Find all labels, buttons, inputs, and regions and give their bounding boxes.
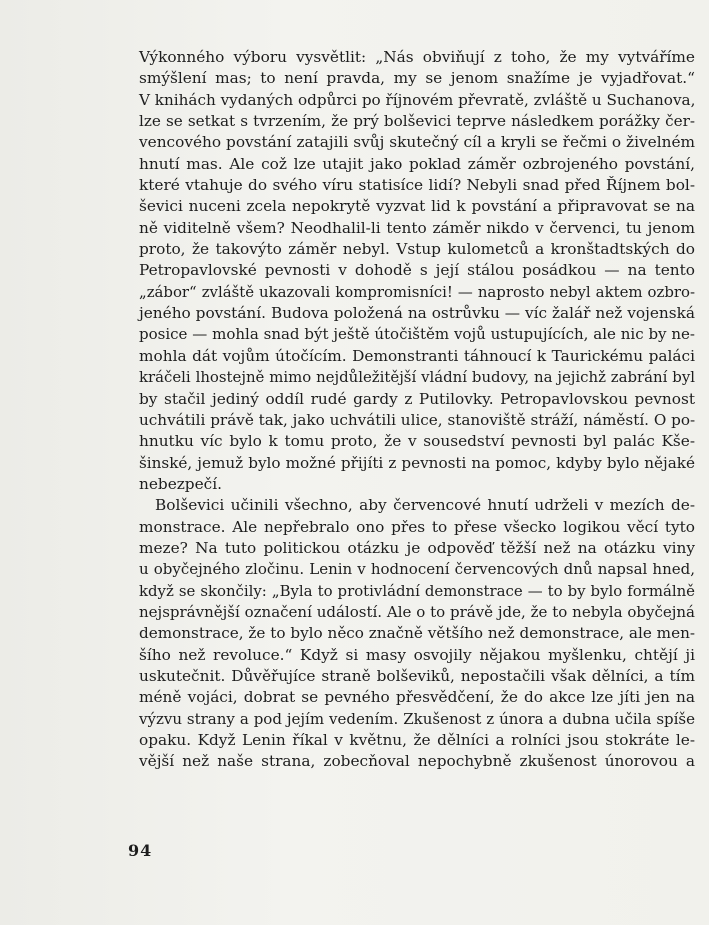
text-line: výzvu strany a pod jejím vedením. Zkušenost z února a dubna učila spíše bbox=[139, 709, 695, 728]
text-line: méně vojáci, dobrat se pevného přesvědčení, že do akce lze jíti jen na bbox=[139, 688, 695, 707]
text-line: šinské, jemuž bylo možné přijíti z pevnosti na pomoc, kdyby bylo nějaké bbox=[139, 453, 695, 472]
text-line: opaku. Když Lenin říkal v květnu, že dělníci a rolníci jsou stokráte le- bbox=[139, 731, 695, 749]
text-line: demonstrace, že to bylo něco značně většího než demonstrace, ale men- bbox=[139, 624, 695, 643]
text-line: vencového povstání zatajili svůj skutečný cíl a kryli se řečmi o živelném bbox=[139, 133, 695, 152]
text-line: když se skončily: „Byla to protivládní demonstrace — to by bylo formálně bbox=[139, 581, 695, 600]
text-line: Výkonného výboru vysvětlit: „Nás obviňují z toho, že my vytváříme bbox=[139, 48, 695, 66]
text-line: jeného povstání. Budova položená na ostrůvku — víc žalář než vojenská bbox=[139, 304, 695, 323]
text-line: u obyčejného zločinu. Lenin v hodnocení červencových dnů napsal hned, bbox=[139, 560, 695, 579]
text-line: nejsprávnější označení událostí. Ale o to právě jde, že to nebyla obyčejná bbox=[139, 602, 695, 621]
text-line: ně viditelně všem? Neodhalil-li tento záměr nikdo v červenci, tu jenom bbox=[139, 218, 695, 237]
text-line: by stačil jediný oddíl rudé gardy z Putilovky. Petropavlovskou pevnost bbox=[139, 389, 695, 408]
text-line: lze se setkat s tvrzením, že prý bolševici teprve následkem porážky čer- bbox=[139, 112, 695, 131]
page-number: 94 bbox=[128, 841, 153, 860]
text-line: které vtahuje do svého víru statisíce lidí? Nebyli snad před Říjnem bol- bbox=[139, 176, 695, 195]
body-text bbox=[139, 47, 695, 773]
text-line: kráčeli lhostejně mimo nejdůležitější vládní budovy, na jejichž zabrání byl bbox=[139, 368, 695, 387]
text-line: smýšlení mas; to není pravda, my se jenom snažíme je vyjadřovat.“ bbox=[139, 69, 695, 88]
text-line: uskutečnit. Důvěřujíce straně bolševiků, nepostačili však dělníci, a tím bbox=[139, 666, 695, 685]
text-line: uchvátili právě tak, jako uchvátili ulice, stanoviště stráží, náměstí. O po- bbox=[139, 410, 696, 429]
text-line: vější než naše strana, zobecňoval nepochybně zkušenost únorovou a bbox=[139, 752, 695, 771]
text-line: Bolševici učinili všechno, aby červencové hnutí udrželi v mezích de- bbox=[155, 496, 695, 515]
text-line: mohla dát vojům útočícím. Demonstranti táhnoucí k Taurickému paláci bbox=[139, 346, 695, 365]
text-line: šího než revoluce.“ Když si masy osvojily nějakou myšlenku, chtějí ji bbox=[139, 645, 695, 664]
text-line: monstrace. Ale nepřebralo ono přes to přese všecko logikou věcí tyto bbox=[139, 517, 695, 536]
text-line: meze? Na tuto politickou otázku je odpověď těžší než na otázku viny bbox=[139, 538, 695, 557]
text-line: V knihách vydaných odpůrci po říjnovém převratě, zvláště u Suchanova, bbox=[139, 90, 696, 109]
text-line: „zábor“ zvláště ukazovali kompromisníci! — naprosto nebyl aktem ozbro- bbox=[139, 282, 695, 301]
text-line: Petropavlovské pevnosti v dohodě s její stálou posádkou — na tento bbox=[139, 261, 695, 280]
text-line: proto, že takovýto záměr nebyl. Vstup kulometců a kronštadtských do bbox=[139, 240, 695, 259]
text-line: hnutí mas. Ale což lze utajit jako poklad záměr ozbrojeného povstání, bbox=[139, 154, 695, 173]
text-line: posice — mohla snad být ještě útočištěm vojů ustupujících, ale nic by ne- bbox=[139, 325, 695, 344]
text-line: nebezpečí. bbox=[139, 474, 222, 493]
text-line: ševici nuceni zcela nepokrytě vyzvat lid k povstání a připravovat se na bbox=[139, 197, 695, 216]
text-line: hnutku víc bylo k tomu proto, že v sousedství pevnosti byl palác Kše- bbox=[139, 432, 695, 451]
